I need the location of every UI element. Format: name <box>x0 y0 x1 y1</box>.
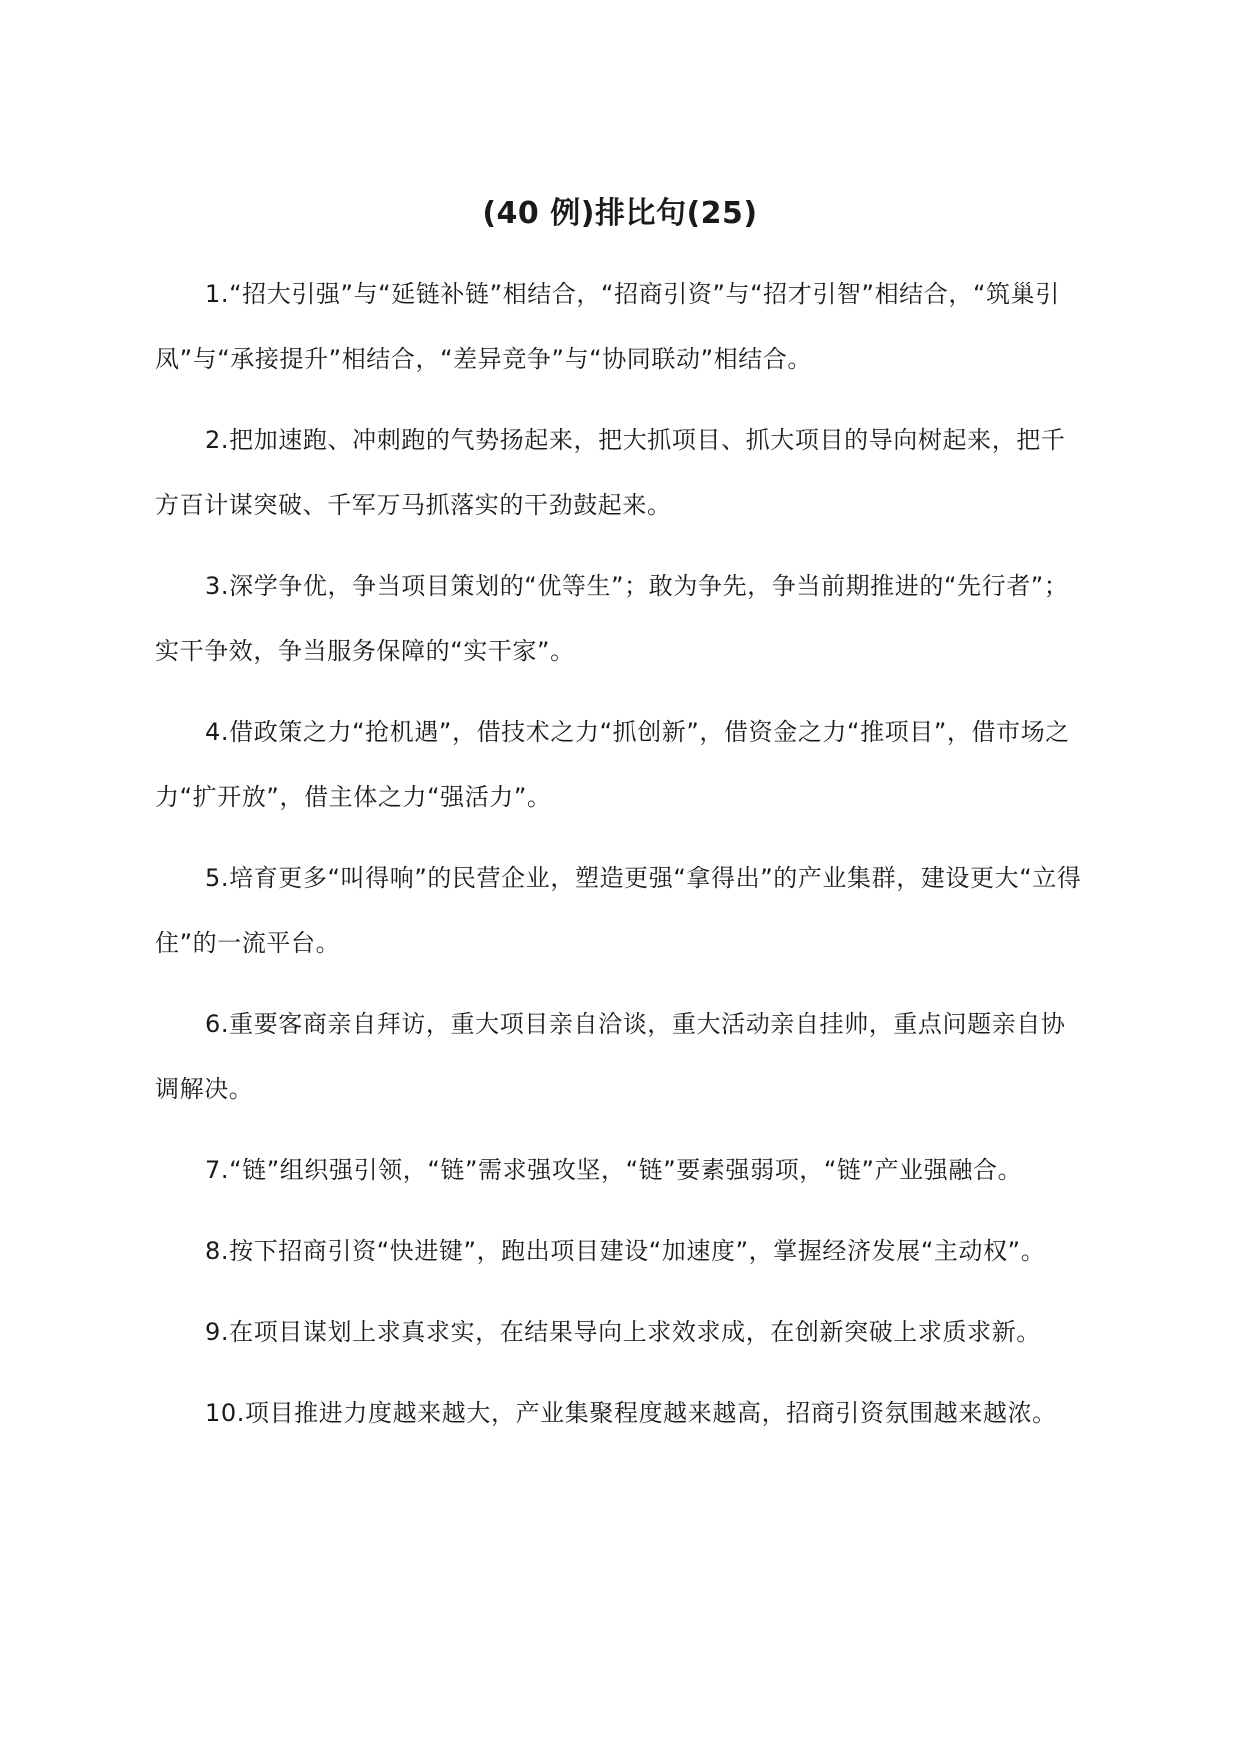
paragraph-list <box>155 262 1085 1462</box>
document-title: (40 例)排比句(25) <box>482 196 758 231</box>
paragraph-10: 10.项目推进力度越来越大，产业集聚程度越来越高，招商引资氛围越来越浓。 <box>205 1399 1057 1427</box>
paragraph-9: 9.在项目谋划上求真求实，在结果导向上求效求成，在创新突破上求质求新。 <box>205 1318 1041 1346</box>
paragraph-4: 4.借政策之力“抢机遇”，借技术之力“抓创新”，借资金之力“推项目”，借市场之力“扩开放”，借主体之力“强活力”。 <box>155 718 1070 811</box>
paragraph-1: 1.“招大引强”与“延链补链”相结合，“招商引资”与“招才引智”相结合，“筑巢引凤”与“承接提升”相结合，“差异竞争”与“协同联动”相结合。 <box>155 280 1060 373</box>
paragraph-2: 2.把加速跑、冲刺跑的气势扬起来，把大抓项目、抓大项目的导向树起来，把千方百计谋突破、千军万马抓落实的干劲鼓起来。 <box>155 426 1066 519</box>
paragraph-7: 7.“链”组织强引领，“链”需求强攻坚，“链”要素强弱项，“链”产业强融合。 <box>205 1156 1023 1184</box>
paragraph-3: 3.深学争优，争当项目策划的“优等生”；敢为争先，争当前期推进的“先行者”；实干争效，争当服务保障的“实干家”。 <box>155 572 1069 665</box>
paragraph-6: 6.重要客商亲自拜访，重大项目亲自洽谈，重大活动亲自挂帅，重点问题亲自协调解决。 <box>155 1010 1066 1103</box>
paragraph-5: 5.培育更多“叫得响”的民营企业，塑造更强“拿得出”的产业集群，建设更大“立得住”的一流平台。 <box>155 864 1082 957</box>
paragraph-8: 8.按下招商引资“快进键”，跑出项目建设“加速度”，掌握经济发展“主动权”。 <box>205 1237 1046 1265</box>
